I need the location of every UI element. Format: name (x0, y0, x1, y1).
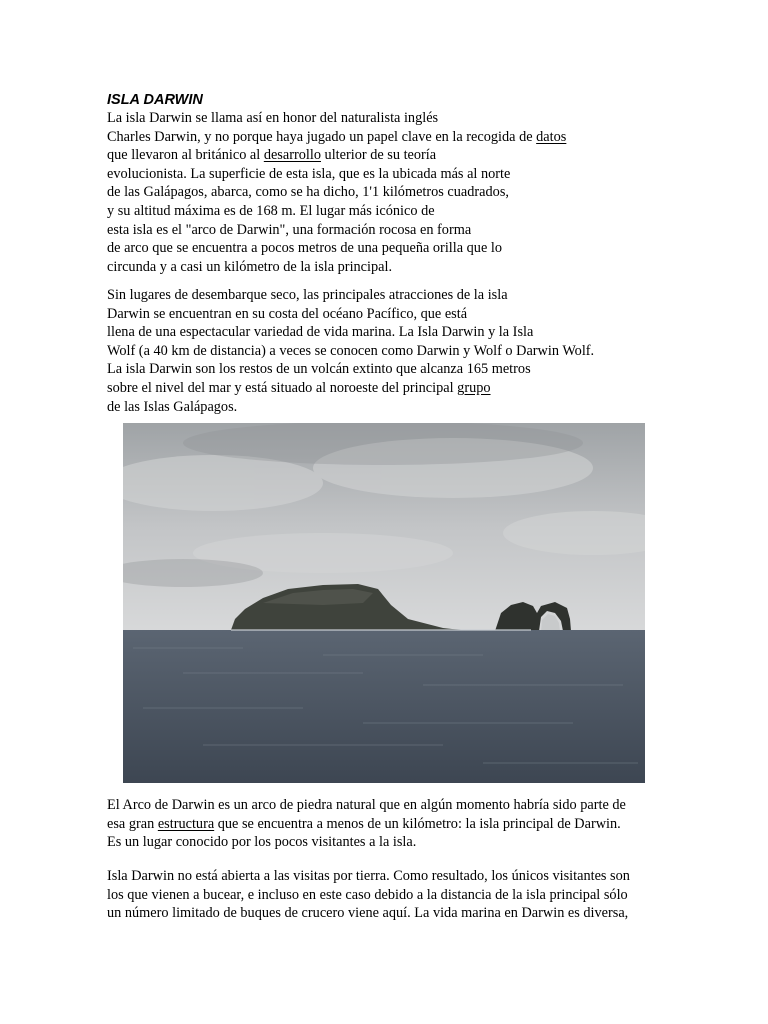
text-line: Darwin se encuentran en su costa del océano Pacífico, que está (107, 305, 468, 322)
paragraph-attractions (107, 286, 594, 416)
island-photo-illustration (123, 423, 645, 783)
link-datos[interactable]: datos (536, 128, 567, 145)
text-line: El Arco de Darwin es un arco de piedra natural que en algún momento habría sido parte de (107, 797, 626, 813)
text-line: Es un lugar conocido por los pocos visitantes a la isla. (107, 834, 417, 851)
text-span: sobre el nivel del mar y está situado al noroeste del principal (107, 379, 458, 396)
paragraph-visits (107, 867, 630, 923)
paragraph-intro (107, 109, 566, 276)
text-line: Sin lugares de desembarque seco, las principales atracciones de la isla (107, 287, 508, 303)
text-span: que se encuentra a menos de un kilómetro: la isla principal de Darwin. (214, 815, 621, 832)
link-desarrollo[interactable]: desarrollo (263, 147, 321, 164)
text-line: llena de una espectacular variedad de vida marina. La Isla Darwin y la Isla (107, 324, 534, 341)
text-line: circunda y a casi un kilómetro de la isla principal. (107, 258, 393, 275)
text-line (107, 815, 626, 834)
text-span: esa gran (107, 815, 158, 832)
text-span: que llevaron al británico al (107, 147, 264, 164)
text-line: Isla Darwin no está abierta a las visitas por tierra. Como resultado, los únicos visitantes son (107, 868, 630, 884)
text-line: Wolf (a 40 km de distancia) a veces se conocen como Darwin y Wolf o Darwin Wolf. (107, 342, 595, 359)
link-estructura[interactable]: estructura (157, 815, 215, 832)
text-line: de las Galápagos, abarca, como se ha dicho, 1'1 kilómetros cuadrados, (107, 184, 509, 201)
darwin-arch-photo (123, 423, 645, 783)
text-line: La isla Darwin son los restos de un volcán extinto que alcanza 165 metros (107, 361, 531, 378)
paragraph-arch (107, 796, 626, 852)
surf-line (231, 629, 531, 631)
text-line: esta isla es el "arco de Darwin", una formación rocosa en forma (107, 221, 472, 238)
text-line (107, 128, 566, 147)
sea (123, 630, 645, 783)
text-line: de arco que se encuentra a pocos metros de una pequeña orilla que lo (107, 240, 502, 257)
text-span: ulterior de su teoría (320, 147, 437, 164)
text-line (107, 379, 594, 398)
text-line: los que vienen a bucear, e incluso en este caso debido a la distancia de la isla principal sólo (107, 886, 628, 903)
text-line: y su altitud máxima es de 168 m. El lugar más icónico de (107, 202, 435, 219)
link-grupo[interactable]: grupo (457, 379, 491, 396)
text-line: un número limitado de buques de crucero viene aquí. La vida marina en Darwin es diversa, (107, 905, 629, 922)
text-line: evolucionista. La superficie de esta isla, que es la ubicada más al norte (107, 165, 511, 182)
text-line: La isla Darwin se llama así en honor del naturalista inglés (107, 110, 439, 126)
text-line (107, 146, 566, 165)
text-span: Charles Darwin, y no porque haya jugado un papel clave en la recogida de (107, 128, 537, 145)
text-line: de las Islas Galápagos. (107, 398, 238, 415)
page-title: ISLA DARWIN (107, 92, 203, 108)
